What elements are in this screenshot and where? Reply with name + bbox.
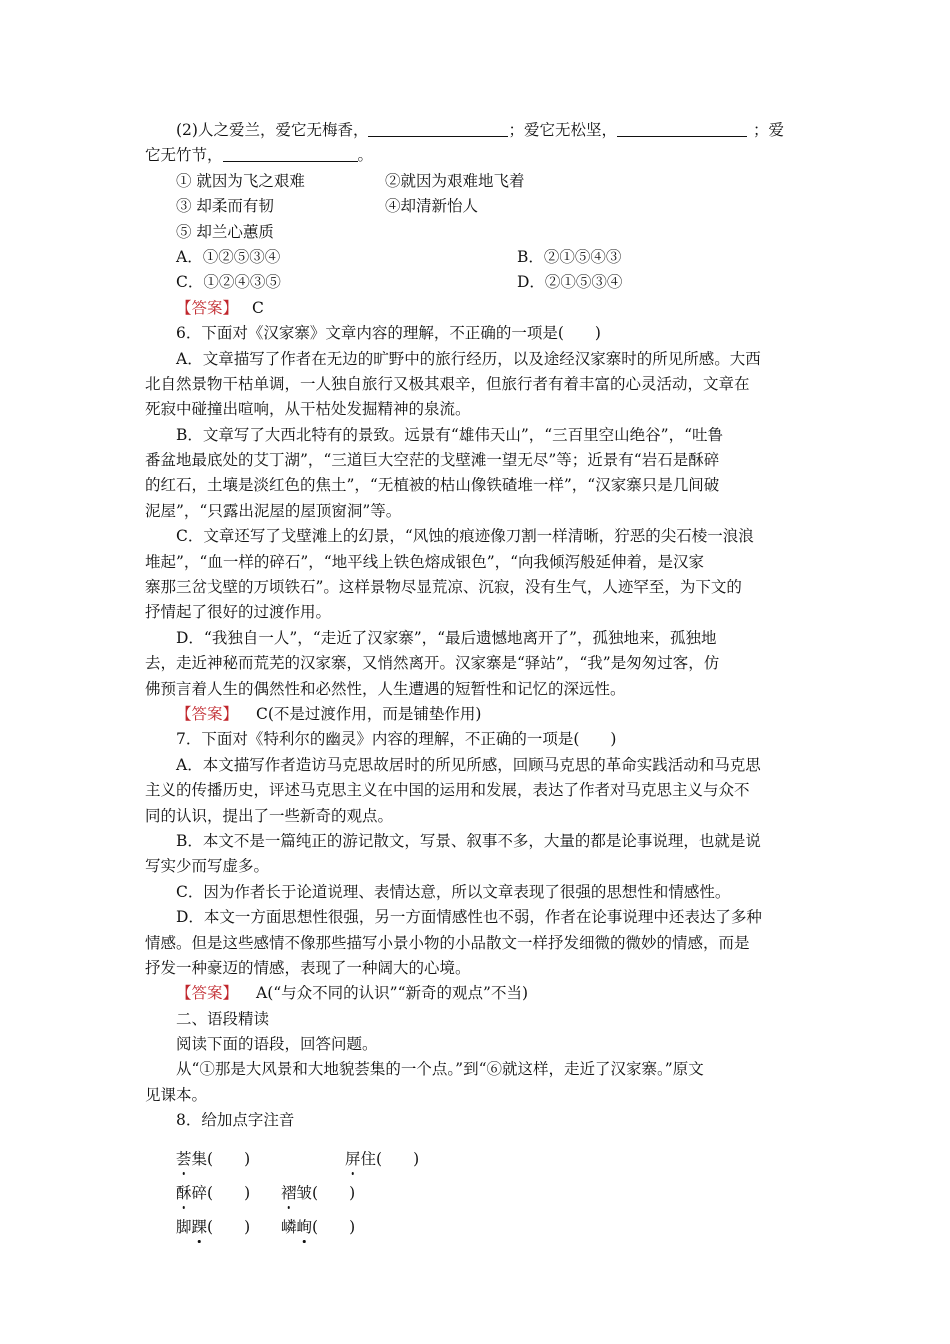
passage-reference-line-2: 见课本。 (145, 1085, 208, 1104)
answer-blank-2[interactable] (617, 120, 747, 137)
q5-item-4: ④却清新怡人 (385, 197, 479, 216)
q5-stem-b: 它无竹节， (145, 146, 223, 165)
q6-option-c-line-4: 抒情起了很好的过渡作用。 (145, 603, 332, 622)
q5-end: 。 (357, 146, 374, 165)
q6-option-b-line-1: B．文章写了大西北特有的景致。远景有“雄伟天山”，“三百里空山绝谷”，“吐鲁 (176, 425, 724, 444)
section-heading: 二、语段精读 (176, 1009, 270, 1028)
word-item: 荟集( ) (176, 1149, 251, 1168)
q7-stem: 7．下面对《特利尔的幽灵》内容的理解，不正确的一项是( ) (176, 730, 617, 749)
word-item: 脚踝( ) (176, 1217, 251, 1236)
q5-item-5: ⑤ 却兰心蕙质 (176, 222, 274, 241)
answer-blank-3[interactable] (223, 145, 358, 162)
dotted-char: 屏 (345, 1149, 361, 1168)
q6-option-d-line-2: 去，走近神秘而荒芜的汉家寨，又悄然离开。汉家寨是“驿站”，“我”是匆匆过客，仿 (145, 654, 720, 673)
passage-reference-line-1: 从“①那是大风景和大地貌荟集的一个点。”到“⑥就这样，走近了汉家寨。”原文 (176, 1060, 704, 1079)
q8-word-row-1 (145, 1142, 810, 1176)
q7-answer (145, 981, 810, 1006)
q7-option-b-line-1: B．本文不是一篇纯正的游记散文，写景、叙事不多，大量的都是论事说理，也就是说 (176, 831, 761, 850)
q6-answer (145, 702, 810, 727)
answer-label: 【答案】 (176, 704, 239, 723)
q8-word-row-2 (145, 1176, 810, 1210)
q7-option-a-line-3: 同的认识，提出了一些新奇的观点。 (145, 806, 394, 825)
answer-label: 【答案】 (176, 298, 239, 317)
q5-items-row-3 (145, 220, 810, 245)
word-item: 嶙峋( ) (281, 1217, 356, 1236)
word-item: 褶皱( ) (281, 1183, 356, 1202)
q6-option-c-line-1: C．文章还写了戈壁滩上的幻景，“风蚀的痕迹像刀割一样清晰，狞恶的尖石棱一浪浪 (176, 527, 754, 546)
q5-items-row-2 (145, 194, 810, 219)
q5-sep-1: ；爱它无松坚， (508, 121, 617, 139)
q5-choices-row-2 (145, 270, 810, 295)
dotted-char: 褶 (281, 1183, 297, 1202)
q8-stem: 8．给加点字注音 (176, 1111, 295, 1130)
word-item: 酥碎( ) (176, 1183, 251, 1202)
q5-choice-b: B．②①⑤④③ (517, 247, 622, 266)
word-item: 屏住( ) (345, 1149, 420, 1168)
q7-option-a-line-2: 主义的传播历史，评述马克思主义在中国的运用和发展，表达了作者对马克思主义与众不 (145, 781, 750, 800)
q8-word-row-3 (145, 1210, 810, 1244)
dotted-char: 峋 (296, 1217, 313, 1236)
q7-option-d-line-3: 抒发一种豪迈的情感，表现了一种阔大的心境。 (145, 958, 471, 977)
q6-stem: 6．下面对《汉家寨》文章内容的理解，不正确的一项是( ) (176, 324, 601, 343)
q5-items-row-1 (145, 169, 810, 194)
q5-item-2: ②就因为艰难地飞着 (385, 171, 525, 190)
q7-option-d-line-2: 情感。但是这些感情不像那些描写小景小物的小品散文一样抒发细微的微妙的情感，而是 (145, 933, 750, 952)
dotted-char: 酥 (176, 1183, 192, 1202)
answer-blank-1[interactable] (368, 120, 508, 137)
q5-answer (145, 296, 810, 321)
q6-option-b-line-4: 泥屋”，“只露出泥屋的屋顶窗洞”等。 (145, 501, 402, 520)
q5-choices-row-1 (145, 245, 810, 270)
section-instruction: 阅读下面的语段，回答问题。 (176, 1035, 378, 1054)
answer-text: C(不是过渡作用，而是铺垫作用) (256, 704, 482, 723)
answer-label: 【答案】 (176, 984, 239, 1003)
q6-option-b-line-3: 的红石，土壤是淡红色的焦土”，“无植被的枯山像铁碴堆一样”，“汉家寨只是几间破 (145, 476, 720, 495)
q5-stem-a: (2)人之爱兰，爱它无梅香， (176, 121, 369, 139)
document-page (145, 118, 810, 1244)
q6-option-c-line-3: 寨那三岔戈壁的万顷铁石”。这样景物尽显荒凉、沉寂，没有生气，人迹罕至，为下文的 (145, 578, 742, 597)
q6-option-a-line-2: 北自然景物干枯单调，一人独自旅行又极其艰辛，但旅行者有着丰富的心灵活动，文章在 (145, 374, 750, 393)
q5-stem-line-1 (145, 118, 810, 143)
q5-item-3: ③ 却柔而有韧 (176, 197, 274, 216)
q6-option-b-line-2: 番盆地最底处的艾丁湖”，“三道巨大空茫的戈壁滩一望无尽”等；近景有“岩石是酥碎 (145, 451, 720, 470)
q6-option-a-line-1: A．文章描写了作者在无边的旷野中的旅行经历，以及途经汉家寨时的所见所感。大西 (176, 349, 761, 368)
q7-option-c-line-1: C．因为作者长于论道说理、表情达意，所以文章表现了很强的思想性和情感性。 (176, 882, 731, 901)
q5-choice-c: C．①②④③⑤ (176, 273, 281, 292)
dotted-char: 荟 (176, 1149, 192, 1168)
q5-choice-d: D．②①⑤③④ (517, 273, 623, 292)
q7-option-b-line-2: 写实少而写虚多。 (145, 857, 270, 876)
q5-stem-line-2 (145, 143, 810, 168)
q5-choice-a: A．①②⑤③④ (176, 247, 281, 266)
q6-option-a-line-3: 死寂中碰撞出喧响，从干枯处发掘精神的泉流。 (145, 400, 471, 419)
q5-item-1: ① 就因为飞之艰难 (176, 171, 305, 190)
answer-text: C (252, 298, 264, 317)
answer-text: A(“与众不同的认识”“新奇的观点”不当) (256, 984, 529, 1003)
q5-sep-2: ；爱 (752, 121, 784, 139)
dotted-char: 踝 (191, 1217, 208, 1236)
q7-option-a-line-1: A．本文描写作者造访马克思故居时的所见所感，回顾马克思的革命实践活动和马克思 (176, 755, 761, 774)
q6-option-d-line-3: 佛预言着人生的偶然性和必然性，人生遭遇的短暂性和记忆的深远性。 (145, 679, 626, 698)
q6-option-d-line-1: D．“我独自一人”，“走近了汉家寨”，“最后遗憾地离开了”，孤独地来，孤独地 (176, 628, 717, 647)
q7-option-d-line-1: D．本文一方面思想性很强，另一方面情感性也不弱，作者在论事说理中还表达了多种 (176, 908, 762, 927)
q6-option-c-line-2: 堆起”，“血一样的碎石”，“地平线上铁色熔成银色”，“向我倾泻般延伸着，是汉家 (145, 552, 705, 571)
